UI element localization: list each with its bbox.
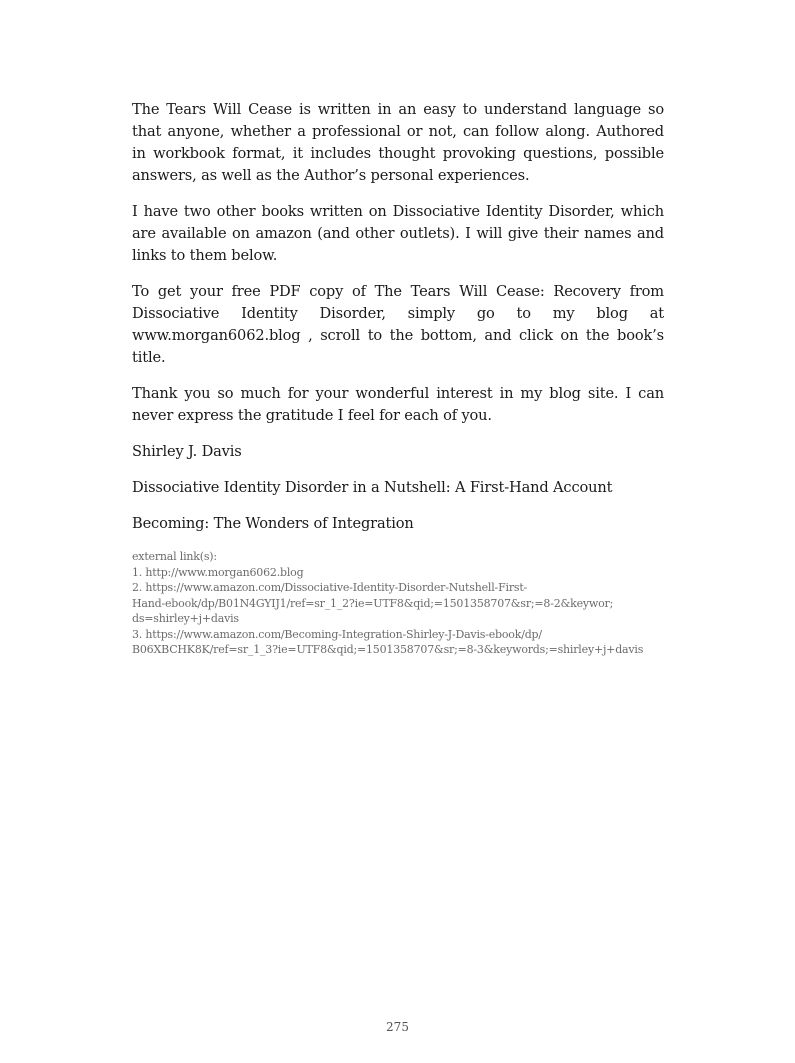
external-links-heading: external link(s): (132, 550, 217, 563)
paragraph-other-books: I have two other books written on Dissociative Identity Disorder, which are available on amazon (and other outlets). I will give their names and links to them below. (132, 203, 664, 264)
external-link-line[interactable]: 2. https://www.amazon.com/Dissociative-Identity-Disorder-Nutshell-First- (132, 581, 528, 594)
paragraph-free-pdf: To get your free PDF copy of The Tears Will Cease: Recovery from Dissociative Identity Disorder, simply go to my blog at www.morgan6062.blog , scroll to the bottom, and click on the book’s title. (132, 283, 664, 366)
external-link-line[interactable]: 3. https://www.amazon.com/Becoming-Integration-Shirley-J-Davis-ebook/dp/ (132, 627, 542, 641)
book-title-becoming: Becoming: The Wonders of Integration (132, 515, 414, 532)
external-link-line[interactable]: 1. http://www.morgan6062.blog (132, 565, 304, 579)
paragraph-book-description: The Tears Will Cease is written in an easy to understand language so that anyone, whether a professional or not, can follow along. Authored in workbook format, it includes thought provoking questions, possible answers, as well as the Author’s personal experiences. (132, 101, 664, 184)
external-link-line[interactable]: ds=shirley+j+davis (132, 612, 239, 625)
page-number: 275 (386, 1020, 409, 1034)
book-title-nutshell: Dissociative Identity Disorder in a Nutshell: A First-Hand Account (132, 479, 613, 496)
external-link-line[interactable]: B06XBCHK8K/ref=sr_1_3?ie=UTF8&qid;=1501358707&sr;=8-3&keywords;=shirley+j+davis (132, 643, 644, 656)
paragraph-thank-you: Thank you so much for your wonderful interest in my blog site. I can never express the gratitude I feel for each of you. (132, 385, 664, 424)
main-text (132, 99, 664, 549)
external-link-line[interactable]: Hand-ebook/dp/B01N4GYIJ1/ref=sr_1_2?ie=UTF8&qid;=1501358707&sr;=8-2&keywor; (132, 596, 614, 610)
signature: Shirley J. Davis (132, 443, 242, 460)
external-links (132, 549, 672, 658)
